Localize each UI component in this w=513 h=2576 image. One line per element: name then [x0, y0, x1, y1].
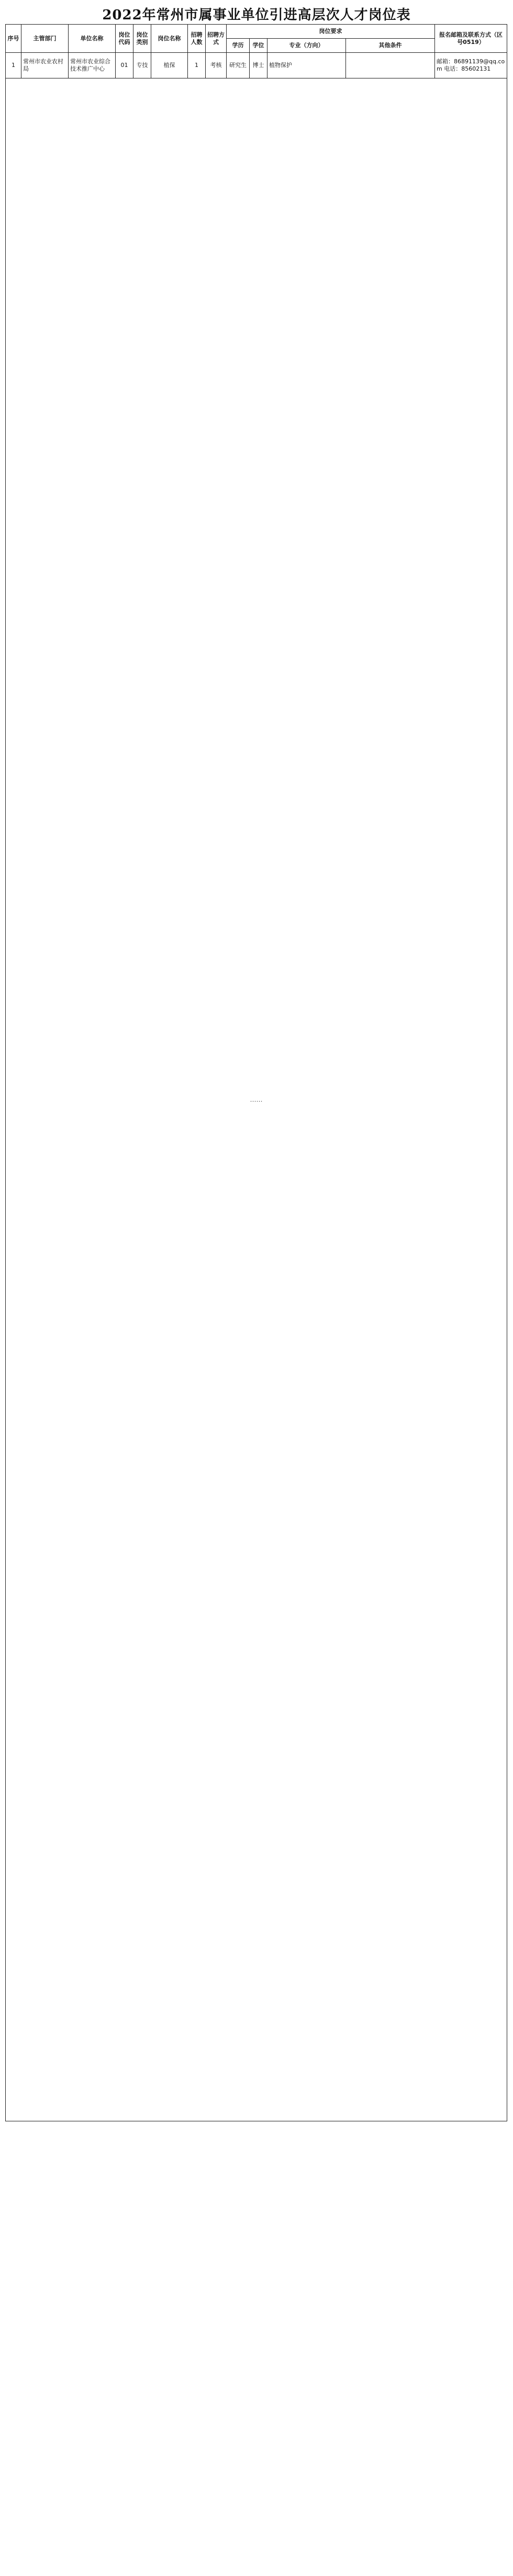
ellipsis: …… — [6, 78, 507, 2121]
header-other: 其他条件 — [346, 39, 435, 53]
header-category: 岗位类别 — [133, 25, 151, 53]
cell-code: 01 — [116, 53, 133, 78]
header-education: 学历 — [227, 39, 250, 53]
cell-category: 专技 — [133, 53, 151, 78]
header-code: 岗位代码 — [116, 25, 133, 53]
header-unit: 单位名称 — [69, 25, 116, 53]
job-table — [5, 24, 507, 2121]
header-dept: 主管部门 — [21, 25, 69, 53]
header-degree: 学位 — [250, 39, 267, 53]
header-no: 序号 — [6, 25, 21, 53]
cell-position: 植保 — [151, 53, 188, 78]
table-row — [6, 53, 507, 78]
header-mode: 招聘方式 — [206, 25, 227, 53]
header-requirements: 岗位要求 — [227, 25, 435, 39]
cell-no: 1 — [6, 53, 21, 78]
cell-major: 植物保护 — [267, 53, 346, 78]
header-contact: 报名邮箱及联系方式（区号0519） — [435, 25, 507, 53]
page-title: 2022年常州市属事业单位引进高层次人才岗位表 — [102, 7, 411, 23]
job-table-wrapper — [5, 24, 507, 2121]
header-major: 专业（方向） — [267, 39, 346, 53]
table-row-placeholder — [6, 78, 507, 2121]
cell-unit: 常州市农业综合技术推广中心 — [69, 53, 116, 78]
cell-education: 研究生 — [227, 53, 250, 78]
cell-count: 1 — [188, 53, 206, 78]
header-position: 岗位名称 — [151, 25, 188, 53]
cell-contact: 邮箱：86891139@qq.com 电话：85602131 — [435, 53, 507, 78]
cell-other — [346, 53, 435, 78]
cell-dept: 常州市农业农村局 — [21, 53, 69, 78]
cell-degree: 博士 — [250, 53, 267, 78]
cell-mode: 考核 — [206, 53, 227, 78]
header-count: 招聘人数 — [188, 25, 206, 53]
